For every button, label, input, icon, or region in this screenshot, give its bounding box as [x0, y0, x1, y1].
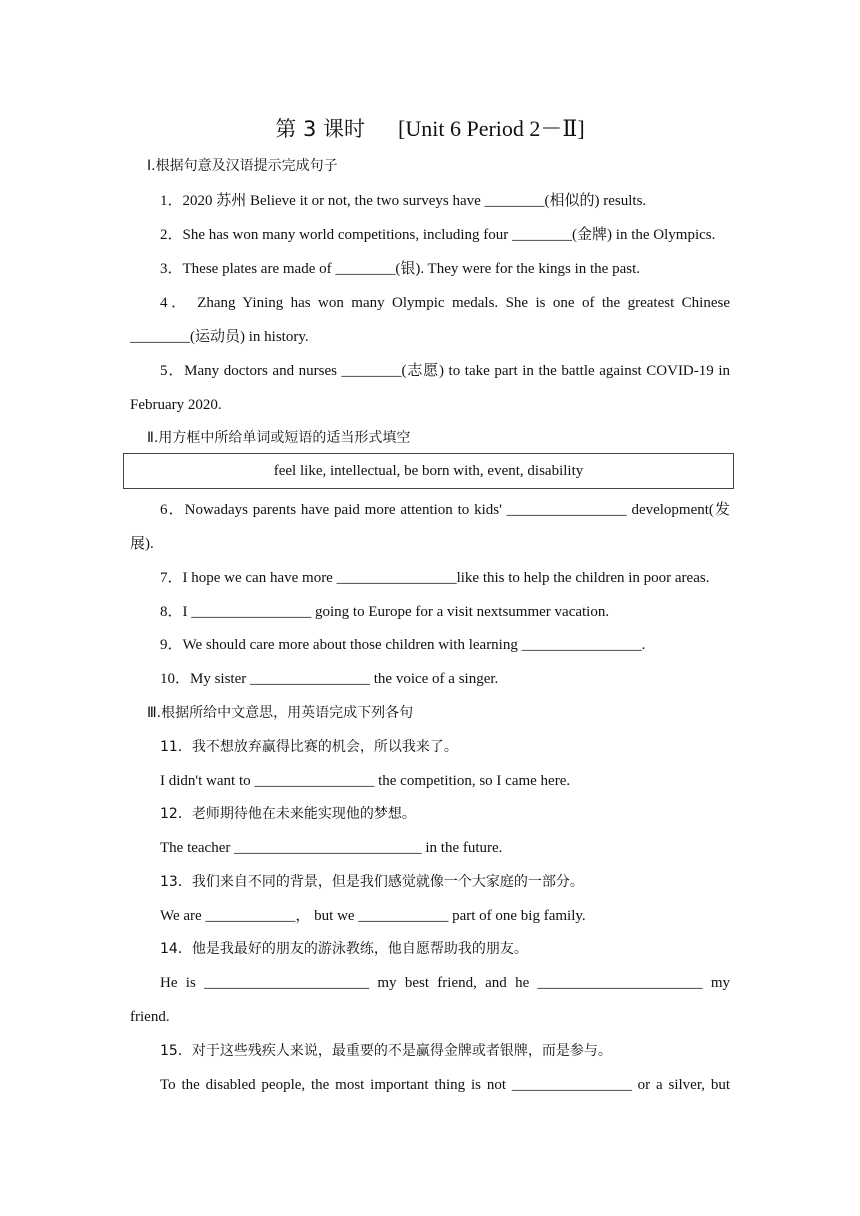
question-15-answer: To the disabled people, the most important thing is not ________________ or a silver, but — [160, 1077, 730, 1093]
question-14-prompt: 14．他是我最好的朋友的游泳教练，他自愿帮助我的朋友。 — [160, 941, 528, 957]
word-bank-box: feel like, intellectual, be born with, event, disability — [123, 453, 734, 489]
question-8: 8．I ________________ going to Europe for a visit nextsummer vacation. — [160, 604, 610, 620]
question-6-line-1: 6．Nowadays parents have paid more attention to kids' ________________ development(发 — [160, 502, 730, 518]
section-2-heading: Ⅱ.用方框中所给单词或短语的适当形式填空 — [147, 430, 411, 446]
question-13-prompt: 13．我们来自不同的背景，但是我们感觉就像一个大家庭的一部分。 — [160, 874, 584, 890]
question-7: 7．I hope we can have more ________________like this to help the children in poor areas. — [160, 570, 710, 586]
question-5-line-2: February 2020. — [130, 397, 222, 413]
page-title — [0, 112, 860, 143]
question-11-answer: I didn't want to ________________ the competition, so I came here. — [160, 773, 571, 789]
title-unit: [Unit 6 Period 2－Ⅱ] — [398, 116, 585, 141]
question-13-answer: We are ____________， but we ____________ part of one big family. — [160, 908, 586, 924]
question-4-line-2: ________(运动员) in history. — [130, 329, 309, 345]
question-5-line-1: 5．Many doctors and nurses ________(志愿) to take part in the battle against COVID-19 in — [160, 363, 730, 379]
question-2: 2．She has won many world competitions, including four ________(金牌) in the Olympics. — [160, 227, 716, 243]
question-14-answer-line-2: friend. — [130, 1009, 170, 1025]
question-11-prompt: 11．我不想放弃赢得比赛的机会，所以我来了。 — [160, 739, 458, 755]
section-3-heading: Ⅲ.根据所给中文意思，用英语完成下列各句 — [147, 705, 414, 721]
question-6-line-2: 展). — [130, 536, 154, 552]
question-10: 10．My sister ________________ the voice of a singer. — [160, 671, 499, 687]
question-15-prompt: 15．对于这些残疾人来说，最重要的不是赢得金牌或者银牌，而是参与。 — [160, 1043, 612, 1059]
question-9: 9．We should care more about those children with learning ________________. — [160, 637, 646, 653]
question-1: 1．2020 苏州 Believe it or not, the two surveys have ________(相似的) results. — [160, 193, 647, 209]
section-1-heading: Ⅰ.根据句意及汉语提示完成句子 — [147, 158, 338, 174]
question-3: 3．These plates are made of ________(银). They were for the kings in the past. — [160, 261, 641, 277]
question-14-answer-line-1: He is ______________________ my best friend, and he ______________________ my — [160, 975, 730, 991]
question-4-line-1: 4． Zhang Yining has won many Olympic medals. She is one of the greatest Chinese — [160, 295, 730, 311]
title-lesson: 第 3 课时 — [275, 117, 366, 141]
question-12-prompt: 12．老师期待他在未来能实现他的梦想。 — [160, 806, 416, 822]
question-12-answer: The teacher _________________________ in the future. — [160, 840, 503, 856]
